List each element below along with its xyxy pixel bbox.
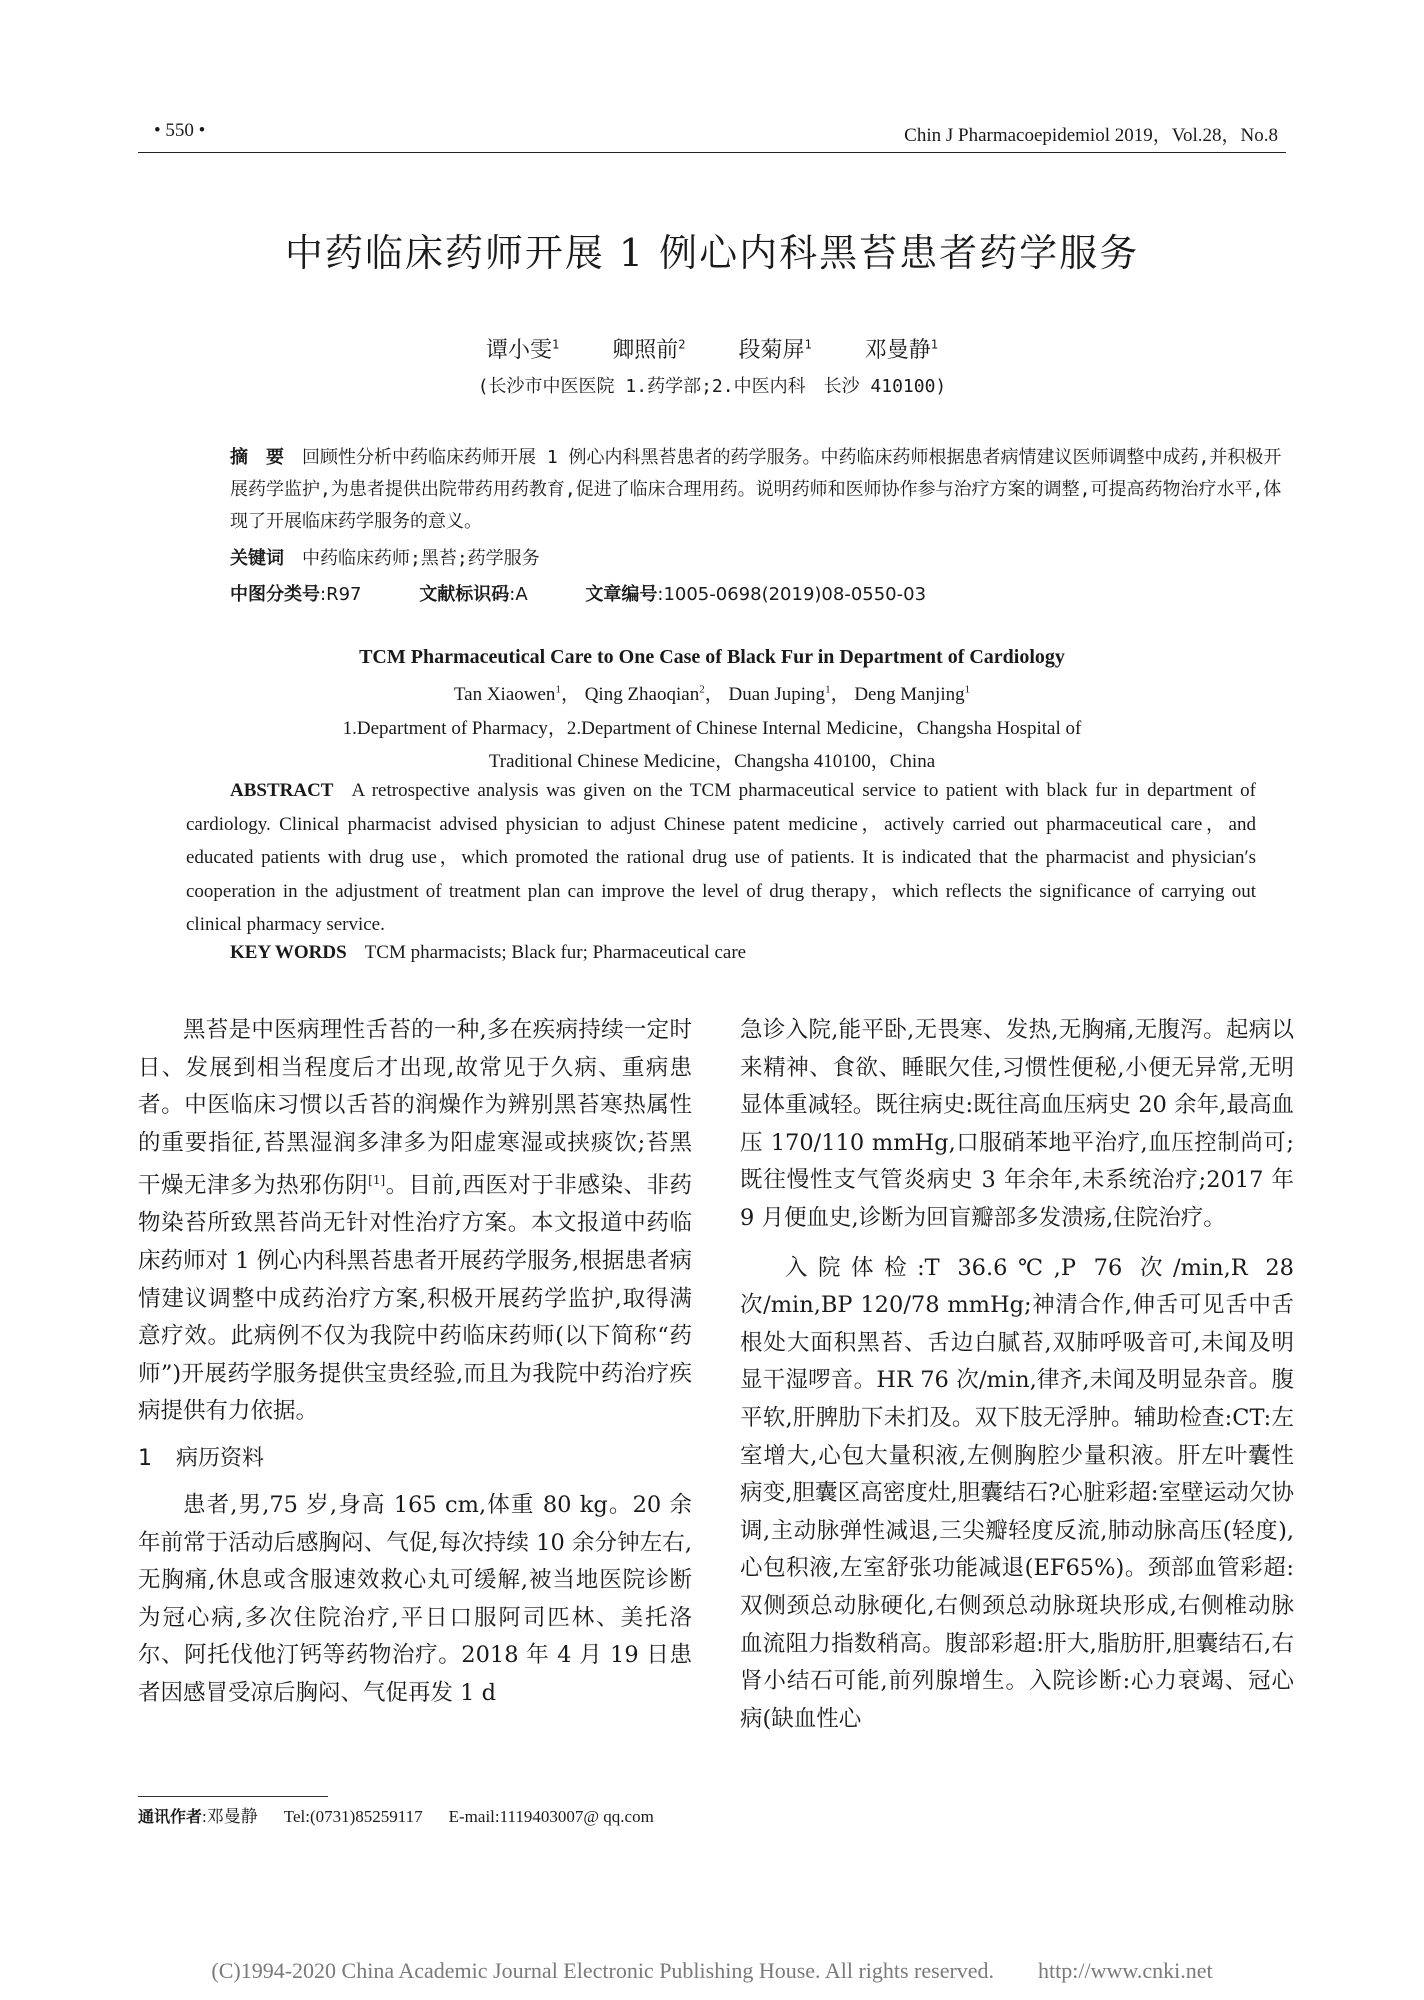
article-title-cn: 中药临床药师开展 1 例心内科黑苔患者药学服务: [284, 231, 1140, 275]
footnote-label: 通讯作者: [138, 1807, 203, 1826]
header-rule: [138, 152, 1286, 153]
keywords-en-text: TCM pharmacists; Black fur; Pharmaceutical care: [364, 942, 747, 963]
author-en: Duan Juping$^1$，: [728, 683, 850, 705]
affiliation-en-line: 1.Department of Pharmacy，2.Department of Chinese Internal Medicine，Changsha Hospital of: [342, 718, 1082, 739]
page-number: • 550 •: [154, 120, 206, 141]
footnote-rule: [138, 1796, 328, 1797]
keywords-cn-label: 关键词: [230, 548, 284, 569]
affiliation-en-line: Traditional Chinese Medicine，Changsha 410100，China: [488, 751, 936, 772]
citation-ref: [1]: [368, 1173, 386, 1188]
keywords-en: [230, 942, 746, 964]
authors-cn: [0, 333, 1424, 364]
author-en: Qing Zhaoqian$^2$，: [584, 683, 724, 705]
abstract-cn-text: 回顾性分析中药临床药师开展 1 例心内科黑苔患者的药学服务。中药临床药师根据患者病情建议医师调整中成药,并积极开展药学监护,为患者提供出院带药用药教育,促进了临床合理用药。说明药师和医师协作参与治疗方案的调整,可提高药物治疗水平,体现了开展临床药学服务的意义。: [230, 447, 1282, 532]
classification-line: [230, 580, 978, 606]
author-en: Tan Xiaowen$^1$，: [453, 683, 580, 705]
section-heading: 1 病历资料: [138, 1446, 265, 1472]
author-cn: 谭小雯$^1$: [486, 337, 560, 363]
journal-citation: Chin J Pharmacoepidemiol 2019，Vol.28，No.8: [904, 125, 1278, 146]
abstract-en-label: ABSTRACT: [230, 780, 334, 801]
body-column-left: [138, 1012, 692, 1713]
running-header: [138, 118, 1286, 148]
clc-number: 中图分类号:R97: [230, 584, 362, 605]
case-paragraph: 患者,男,75 岁,身高 165 cm,体重 80 kg。20 余年前常于活动后感胸闷、气促,每次持续 10 余分钟左右,无胸痛,休息或含服速效救心丸可缓解,被当地医院诊断为冠心病,多次住院治疗,平日口服阿司匹林、美托洛尔、阿托伐他汀钙等药物治疗。2018 年 4 月 19 日患者因感冒受凉后胸闷、气促再发 1 d: [138, 1492, 692, 1706]
intro-paragraph: 黑苔是中医病理性舌苔的一种,多在疾病持续一定时日、发展到相当程度后才出现,故常见于久病、重病患者。中医临床习惯以舌苔的润燥作为辨别黑苔寒热属性的重要指征,苔黑湿润多津多为阳虚寒湿或挟痰饮;苔黑干燥无津多为热邪伤阴[1]。目前,西医对于非感染、非药物染苔所致黑苔尚无针对性治疗方案。本文报道中药临床药师对 1 例心内科黑苔患者开展药学服务,根据患者病情建议调整中成药治疗方案,积极开展药学监护,取得满意疗效。此病例不仅为我院中药临床药师(以下简称“药师”)开展药学服务提供宝贵经验,而且为我院中药治疗疾病提供有力依据。: [138, 1017, 692, 1425]
article-number: 文章编号:1005-0698(2019)08-0550-03: [585, 584, 927, 605]
article-title-en: TCM Pharmaceutical Care to One Case of Black Fur in Department of Cardiology: [359, 646, 1065, 668]
document-code: 文献标识码:A: [419, 584, 528, 605]
abstract-cn: [230, 442, 1282, 538]
author-en: Deng Manjing$^1$: [854, 683, 971, 705]
corresponding-author-note: 通讯作者:邓曼静 Tel:(0731)85259117 E-mail:1119403007@ qq.com: [138, 1807, 654, 1826]
author-cn: 卿照前$^2$: [612, 337, 686, 363]
body-column-right: [740, 1012, 1294, 1738]
affiliation-cn: (长沙市中医医院 1.药学部;2.中医内科 长沙 410100): [477, 376, 947, 397]
exam-paragraph: 入院体检:T 36.6℃,P 76 次/min,R 28 次/min,BP 120/78 mmHg;神清合作,伸舌可见舌中舌根处大面积黑苔、舌边白腻苔,双肺呼吸音可,未闻及明显干湿啰音。HR 76 次/min,律齐,未闻及明显杂音。腹平软,肝脾肋下未扪及。双下肢无浮肿。辅助检查:CT:左室增大,心包大量积液,左侧胸腔少量积液。肝左叶囊性病变,胆囊区高密度灶,胆囊结石?心脏彩超:室壁运动欠协调,主动脉弹性减退,三尖瓣轻度反流,肺动脉高压(轻度),心包积液,左室舒张功能减退(EF65%)。颈部血管彩超:双侧颈总动脉硬化,右侧颈总动脉斑块形成,右侧椎动脉血流阻力指数稍高。腹部彩超:肝大,脂肪肝,胆囊结石,右肾小结石可能,前列腺增生。入院诊断:心力衰竭、冠心病(缺血性心: [740, 1254, 1294, 1732]
abstract-en: [186, 774, 1256, 942]
copyright-notice: (C)1994-2020 China Academic Journal Electronic Publishing House. All rights reserved. http://www.cnki.net: [211, 1958, 1213, 1983]
affiliation-en: [0, 712, 1424, 778]
keywords-cn: [230, 544, 540, 570]
abstract-en-text: A retrospective analysis was given on the TCM pharmaceutical service to patient with black fur in department of cardiology. Clinical pharmacist advised physician to adjust Chinese patent medicine，actively carried out pharmaceutical care，and educated patients with drug use，which promoted the rational drug use of patients. It is indicated that the pharmacist and physician′s cooperation in the adjustment of treatment plan can improve the level of drug therapy，which reflects the significance of carrying out clinical pharmacy service.: [186, 780, 1256, 935]
case-paragraph-continued: 急诊入院,能平卧,无畏寒、发热,无胸痛,无腹泻。起病以来精神、食欲、睡眠欠佳,习惯性便秘,小便无异常,无明显体重减轻。既往病史:既往高血压病史 20 余年,最高血压 170/110 mmHg,口服硝苯地平治疗,血压控制尚可;既往慢性支气管炎病史 3 年余年,未系统治疗;2017 年 9 月便血史,诊断为回盲瓣部多发溃疡,住院治疗。: [740, 1017, 1294, 1231]
authors-en: [0, 679, 1424, 706]
keywords-cn-text: 中药临床药师;黑苔;药学服务: [302, 548, 540, 569]
author-cn: 邓曼静$^1$: [864, 337, 938, 363]
keywords-en-label: KEY WORDS: [230, 942, 347, 963]
author-cn: 段菊屏$^1$: [738, 337, 812, 363]
abstract-cn-label: 摘 要: [230, 447, 284, 468]
